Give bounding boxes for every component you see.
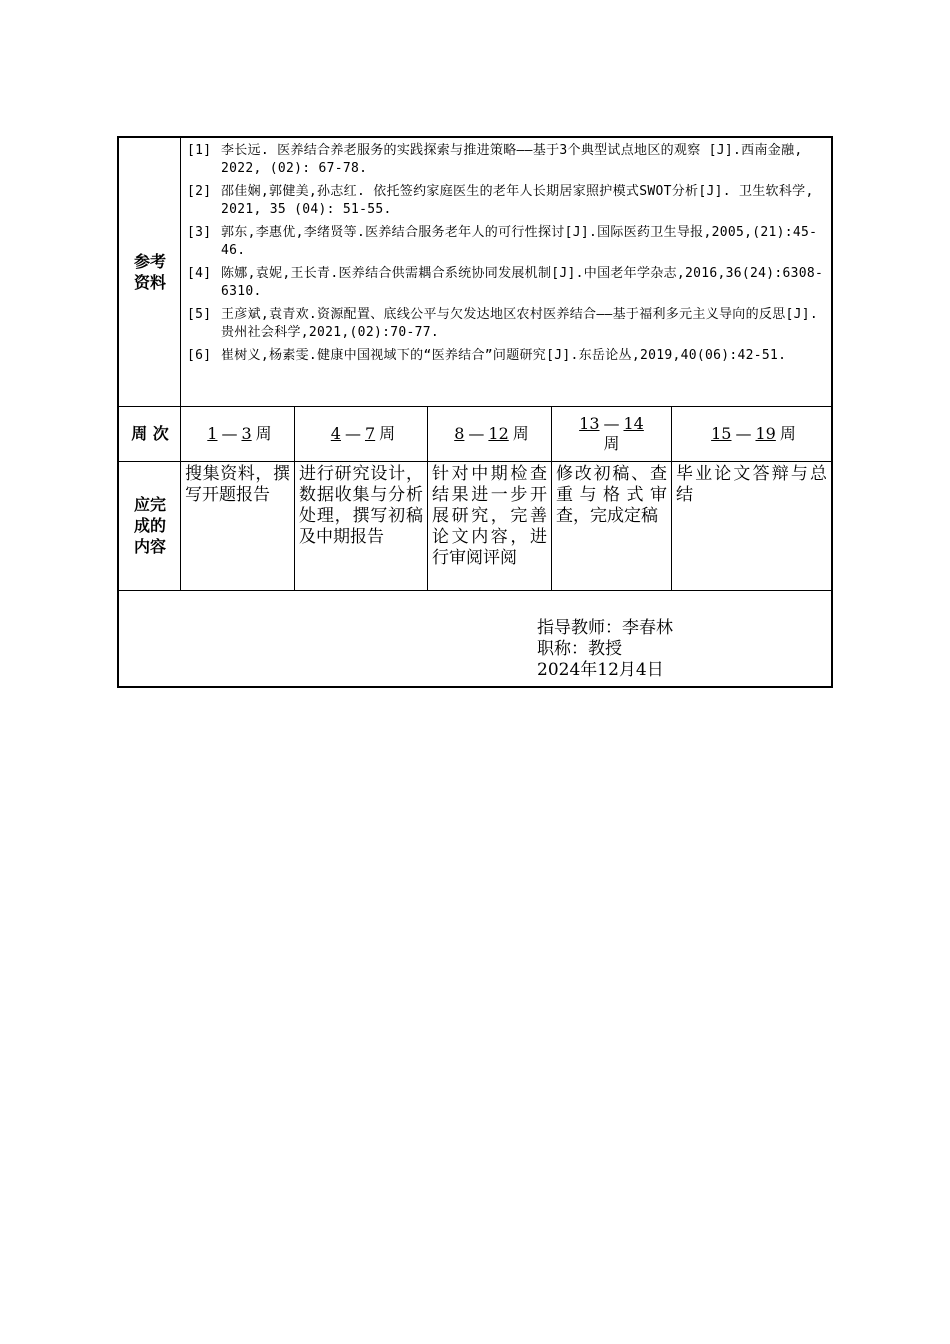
reference-text: 郭东,李惠优,李绪贤等.医养结合服务老年人的可行性探讨[J].国际医药卫生导报,2005,(21):45-46.: [221, 225, 818, 258]
task-content: 修改初稿、查重与格式审查，完成定稿: [556, 464, 667, 526]
week-range: [295, 408, 427, 460]
week-start: 13: [579, 414, 600, 433]
week-unit: 周: [255, 424, 272, 443]
advisor-name: 指导教师：李春林: [537, 618, 673, 638]
row-divider: [119, 461, 831, 462]
week-end: 12: [488, 424, 509, 443]
week-separator: —: [735, 424, 752, 443]
reference-text: 崔树义,杨素雯.健康中国视域下的“医养结合”问题研究[J].东岳论丛,2019,40(06):42-51.: [221, 348, 787, 363]
reference-number: [5]: [187, 307, 212, 322]
reference-item: [181, 265, 829, 301]
week-end: 7: [364, 424, 376, 443]
task-content: 针对中期检查结果进一步开展研究，完善论文内容，进行审阅评阅: [432, 464, 547, 568]
week-separator: —: [468, 424, 485, 443]
week-range: [181, 408, 294, 460]
week-start: 8: [454, 424, 465, 443]
weeks-label-text: 周 次: [131, 424, 169, 443]
week-separator: —: [344, 424, 361, 443]
reference-text: 李长远. 医养结合养老服务的实践探索与推进策略——基于3个典型试点地区的观察 [J].西南金融, 2022, (02): 67-78.: [221, 143, 803, 176]
week-start: 1: [207, 424, 218, 443]
week-range: [672, 408, 831, 460]
reference-text: 邵佳娴,郭健美,孙志红. 依托签约家庭医生的老年人长期居家照护模式SWOT分析[J]. 卫生软科学, 2021, 35 (04): 51-55.: [221, 184, 814, 217]
reference-number: [3]: [187, 225, 212, 240]
week-unit: 周: [603, 434, 620, 453]
week-start: 15: [711, 424, 732, 443]
references-label: [119, 138, 181, 406]
reference-text: 王彦斌,袁青欢.资源配置、底线公平与欠发达地区农村医养结合——基于福利多元主义导向的反思[J].贵州社会科学,2021,(02):70-77.: [221, 307, 819, 340]
week-separator: —: [603, 414, 620, 433]
reference-item: [181, 142, 829, 178]
reference-item: [181, 306, 829, 342]
references-label-text: 参考资料: [133, 252, 166, 292]
week-range: [428, 408, 551, 460]
week-unit: 周: [512, 424, 529, 443]
tasks-label: [119, 461, 181, 590]
week-start: 4: [330, 424, 341, 443]
reference-number: [2]: [187, 184, 212, 199]
reference-number: [6]: [187, 348, 212, 363]
week-range: [552, 408, 671, 460]
reference-list: [181, 142, 829, 370]
weeks-label: [119, 406, 181, 461]
reference-item: [181, 224, 829, 260]
task-content: 进行研究设计，数据收集与分析处理，撰写初稿及中期报告: [299, 464, 423, 547]
tasks-label-text: 应完成的内容: [133, 495, 166, 556]
reference-item: [181, 183, 829, 219]
task-content: 毕业论文答辩与总结: [676, 464, 827, 505]
week-end: 19: [755, 424, 776, 443]
signature-block: [537, 618, 673, 681]
reference-text: 陈娜,袁妮,王长青.医养结合供需耦合系统协同发展机制[J].中国老年学杂志,2016,36(24):6308-6310.: [221, 266, 824, 299]
week-unit: 周: [779, 424, 796, 443]
task-content: 搜集资料，撰写开题报告: [185, 464, 290, 505]
reference-item: [181, 347, 829, 365]
week-end: 3: [241, 424, 252, 443]
week-end: 14: [623, 414, 644, 433]
reference-number: [1]: [187, 143, 212, 158]
reference-number: [4]: [187, 266, 212, 281]
signature-date: 2024年12月4日: [537, 660, 664, 680]
task-table: [117, 136, 833, 688]
week-unit: 周: [379, 424, 396, 443]
row-divider: [119, 590, 831, 591]
row-divider: [119, 406, 831, 407]
advisor-title: 职称：教授: [537, 639, 622, 659]
week-separator: —: [221, 424, 238, 443]
